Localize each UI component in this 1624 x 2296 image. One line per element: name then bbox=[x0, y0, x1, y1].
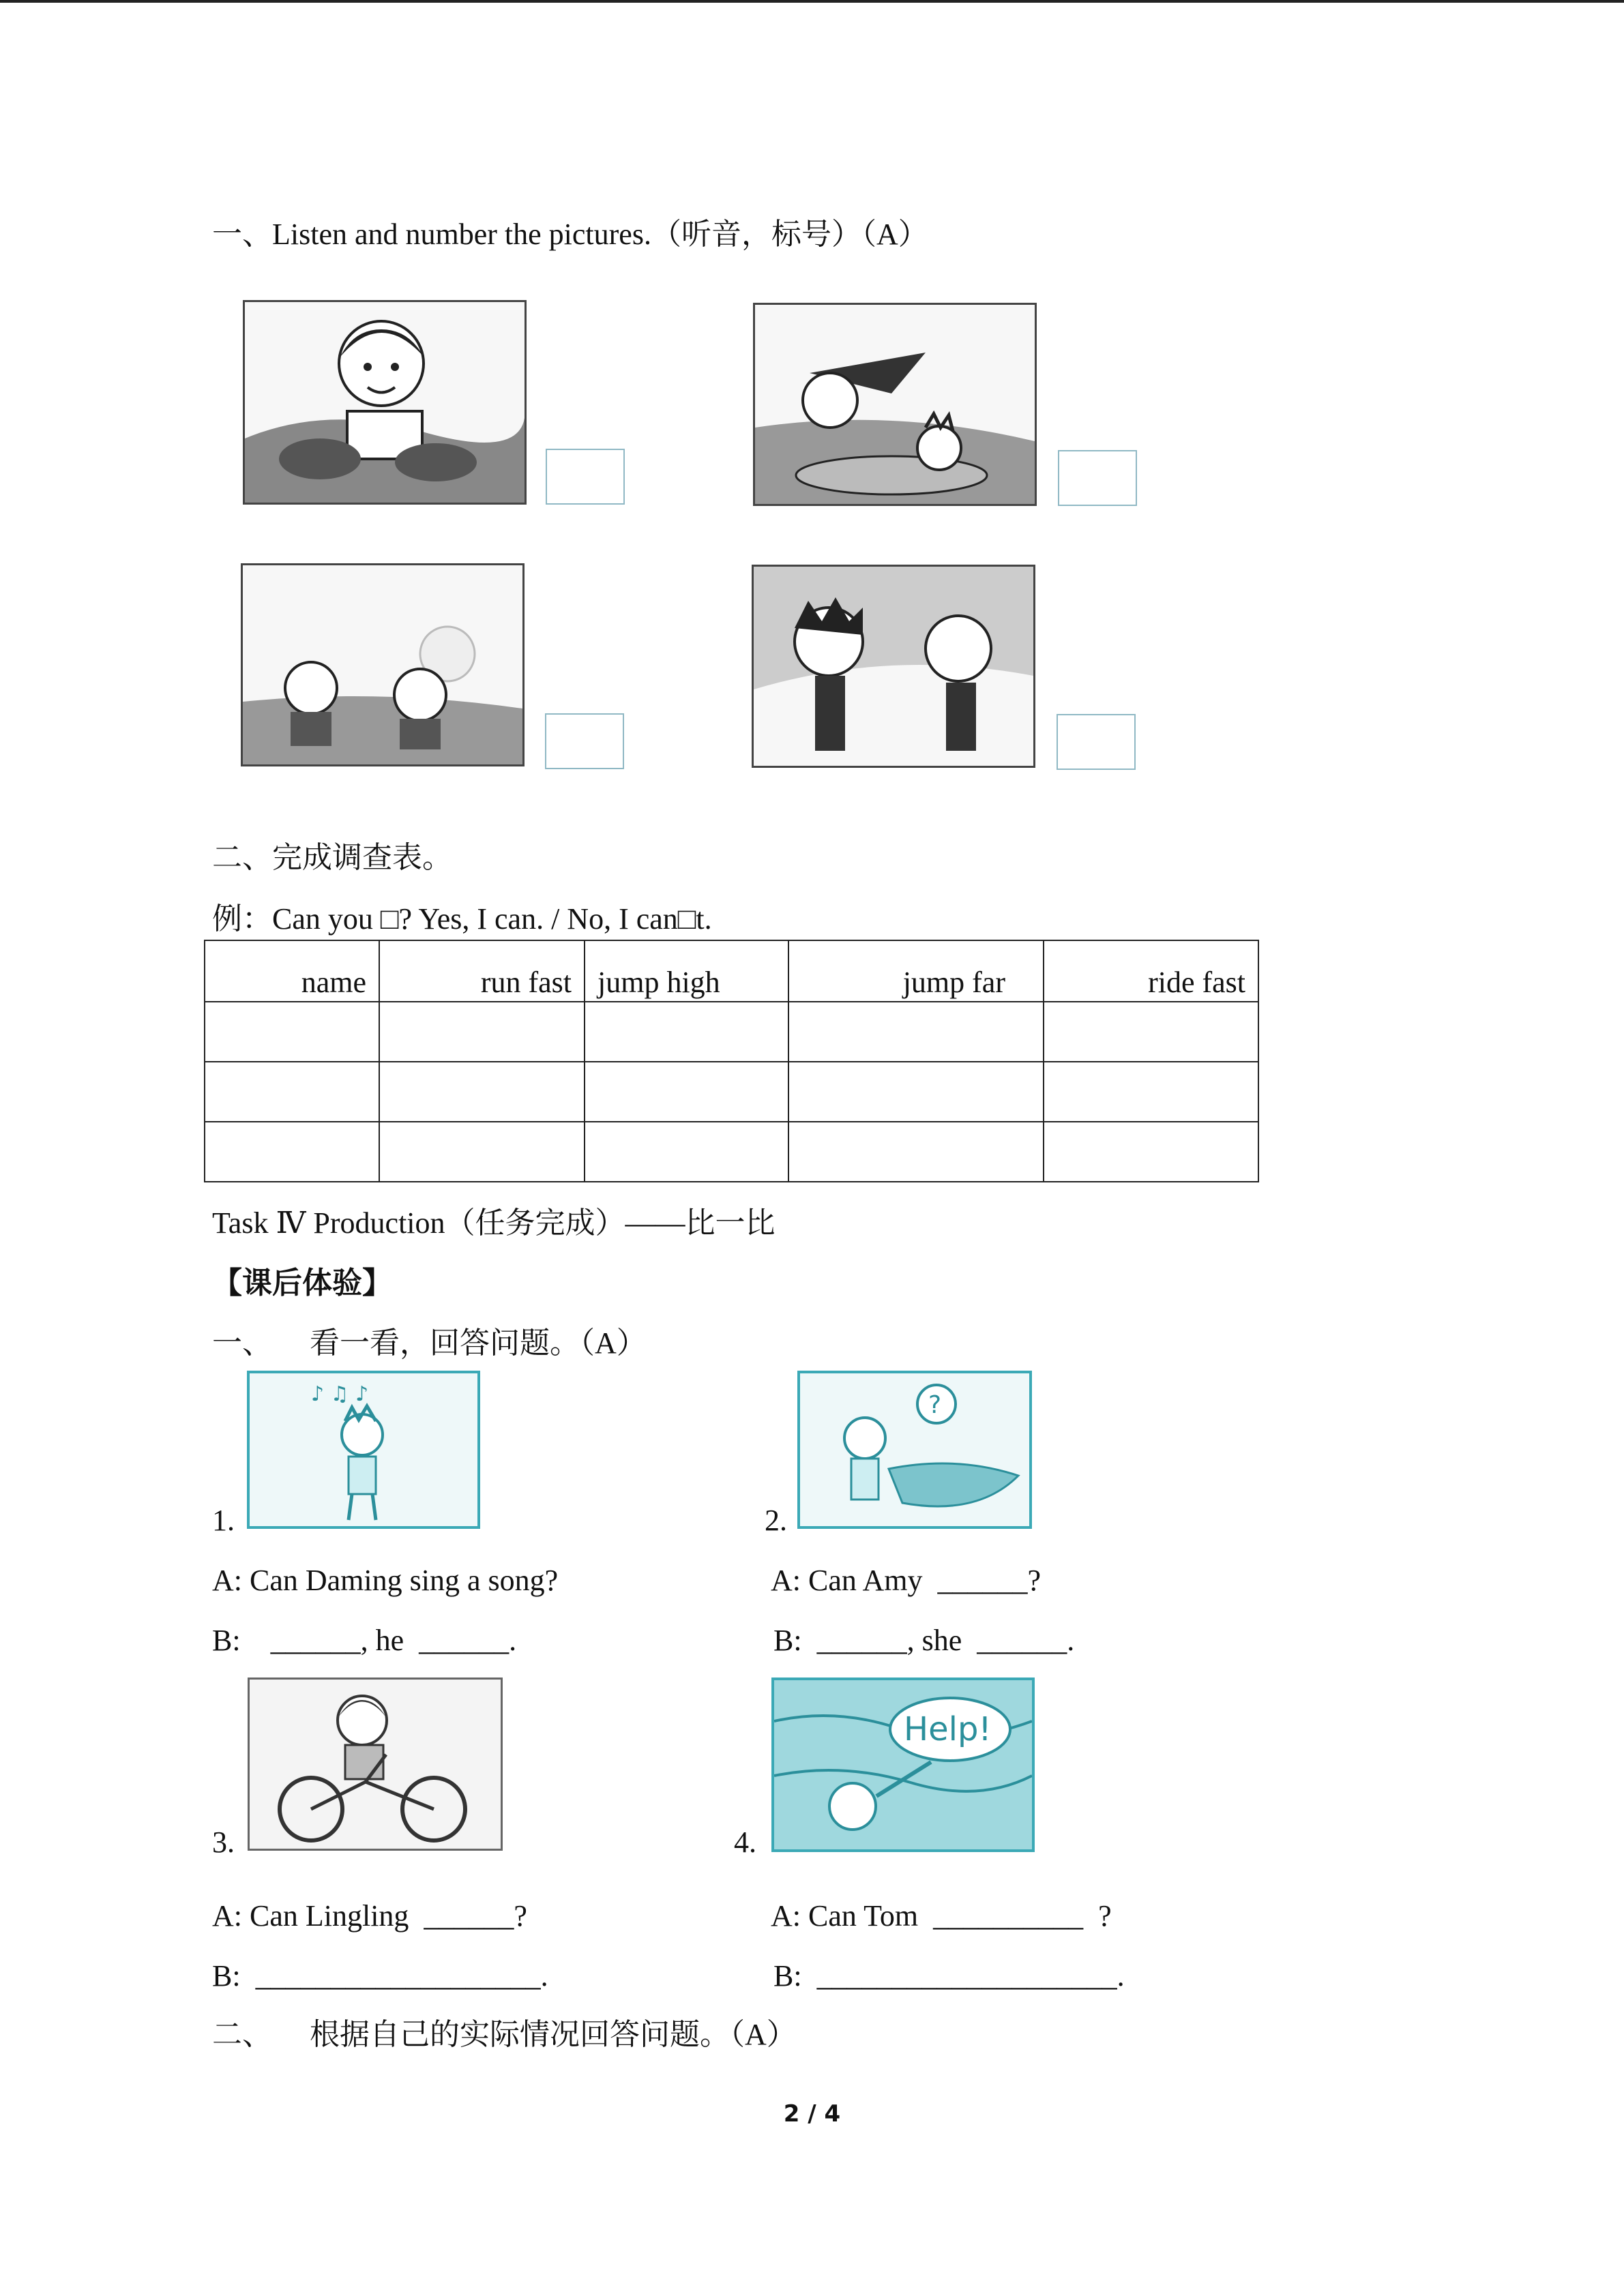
item-number-1: 1. bbox=[212, 1504, 235, 1537]
table-cell[interactable] bbox=[379, 1002, 585, 1062]
item-number-3: 3. bbox=[212, 1825, 235, 1859]
table-cell[interactable] bbox=[585, 1122, 788, 1182]
picture-boys-riding bbox=[752, 565, 1035, 768]
table-row bbox=[205, 1122, 1258, 1182]
table-cell[interactable] bbox=[788, 1062, 1044, 1122]
picture-boys-playing bbox=[753, 303, 1037, 506]
section2-example: 例：Can you □? Yes, I can. / No, I can□t. bbox=[212, 902, 712, 936]
item2-answer: B: ______, she ______. bbox=[773, 1624, 1075, 1657]
table-cell[interactable] bbox=[379, 1062, 585, 1122]
header-jump-far: jump far bbox=[788, 940, 1044, 1002]
header-run-fast: run fast bbox=[379, 940, 585, 1002]
picture-boys-running bbox=[241, 563, 525, 766]
page-number: 2 / 4 bbox=[783, 2100, 841, 2128]
item1-question: A: Can Daming sing a song? bbox=[212, 1564, 559, 1597]
item4-question: A: Can Tom __________ ? bbox=[771, 1899, 1112, 1933]
header-jump-high: jump high bbox=[585, 940, 788, 1002]
after-class-heading: 【课后体验】 bbox=[212, 1266, 392, 1300]
answer-box-4[interactable] bbox=[1057, 714, 1136, 770]
help-bubble-text: Help! bbox=[904, 1710, 992, 1748]
table-row bbox=[205, 1002, 1258, 1062]
table-cell[interactable] bbox=[205, 1002, 379, 1062]
svg-text:♪ ♫ ♪: ♪ ♫ ♪ bbox=[311, 1382, 369, 1406]
picture-tom-drowning bbox=[771, 1678, 1035, 1852]
part1-title: 一、 看一看，回答问题。（A） bbox=[212, 1326, 647, 1360]
answer-box-3[interactable] bbox=[545, 713, 624, 769]
header-name: name bbox=[205, 940, 379, 1002]
task-heading: Task Ⅳ Production（任务完成）——比一比 bbox=[212, 1206, 776, 1240]
svg-text:?: ? bbox=[928, 1391, 942, 1419]
section2-title: 二、完成调查表。 bbox=[212, 841, 452, 874]
table-cell[interactable] bbox=[1044, 1062, 1258, 1122]
header-ride-fast: ride fast bbox=[1044, 940, 1258, 1002]
table-cell[interactable] bbox=[205, 1122, 379, 1182]
picture-daming-singing bbox=[247, 1371, 480, 1529]
table-cell[interactable] bbox=[379, 1122, 585, 1182]
item4-answer: B: ____________________. bbox=[773, 1959, 1125, 1993]
table-cell[interactable] bbox=[1044, 1002, 1258, 1062]
table-cell[interactable] bbox=[788, 1002, 1044, 1062]
table-cell[interactable] bbox=[585, 1062, 788, 1122]
item2-question: A: Can Amy ______? bbox=[771, 1564, 1041, 1597]
table-cell[interactable] bbox=[205, 1062, 379, 1122]
table-row bbox=[205, 1062, 1258, 1122]
item-number-4: 4. bbox=[734, 1825, 756, 1859]
item1-answer: B: ______, he ______. bbox=[212, 1624, 517, 1657]
answer-box-1[interactable] bbox=[546, 449, 625, 505]
item3-answer: B: ___________________. bbox=[212, 1959, 548, 1993]
picture-girl-jumping bbox=[243, 300, 527, 505]
section1-title: 一、Listen and number the pictures.（听音，标号）（A） bbox=[212, 218, 928, 251]
survey-table bbox=[204, 940, 1259, 1182]
item3-question: A: Can Lingling ______? bbox=[212, 1899, 527, 1933]
table-cell[interactable] bbox=[1044, 1122, 1258, 1182]
top-border bbox=[0, 0, 1624, 3]
table-cell[interactable] bbox=[788, 1122, 1044, 1182]
table-cell[interactable] bbox=[585, 1002, 788, 1062]
part2-title: 二、 根据自己的实际情况回答问题。（A） bbox=[212, 2018, 797, 2051]
picture-lingling-bike bbox=[248, 1678, 503, 1851]
item-number-2: 2. bbox=[765, 1504, 787, 1537]
answer-box-2[interactable] bbox=[1058, 450, 1137, 506]
picture-amy-boat bbox=[797, 1371, 1032, 1529]
